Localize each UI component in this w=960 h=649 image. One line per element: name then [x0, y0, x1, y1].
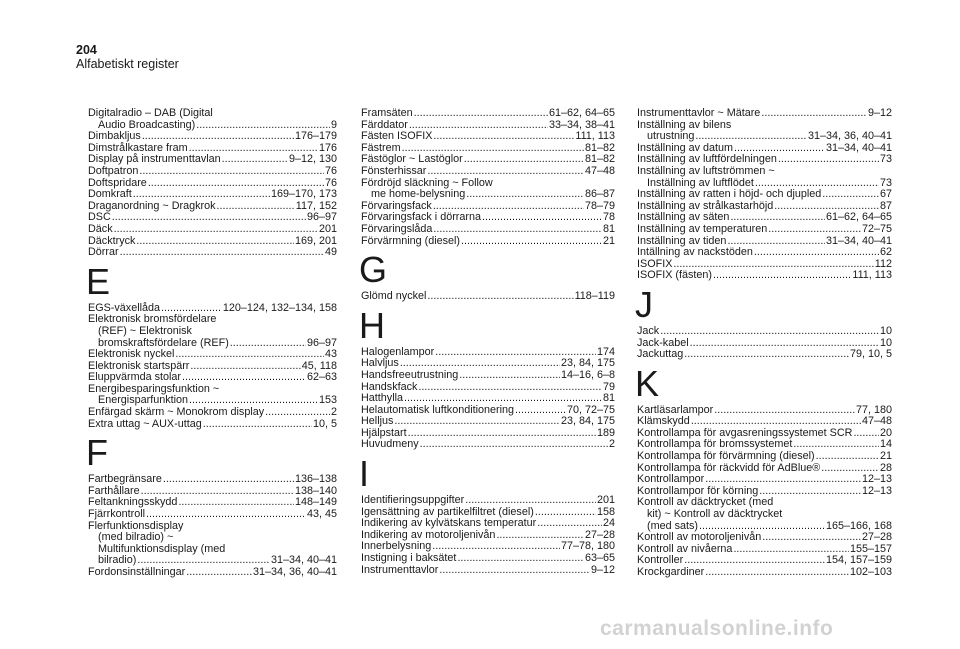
dot-leader	[133, 189, 270, 201]
dot-leader	[404, 393, 602, 405]
page-reference: 28	[879, 461, 892, 474]
entry-term: Domkraft	[88, 188, 132, 201]
page-reference: 76	[324, 164, 337, 177]
entry-term: Display på instrumenttavlan	[88, 153, 221, 166]
dot-leader	[439, 565, 590, 577]
page-reference: 62	[879, 246, 892, 259]
dot-leader	[175, 349, 324, 361]
dot-leader	[705, 567, 849, 579]
page-reference: 87	[879, 199, 892, 212]
dot-leader	[414, 108, 548, 120]
dot-leader	[515, 405, 566, 417]
dot-leader	[139, 166, 324, 178]
entry-term: EGS-växellåda	[88, 301, 161, 314]
page-reference: 14–16, 6–8	[560, 368, 615, 381]
page-reference: 136–138	[294, 473, 337, 486]
index-entry	[637, 497, 892, 532]
entry-term: Halvljus	[361, 357, 399, 370]
page-reference: 21	[879, 450, 892, 463]
entry-term: Kontrollampa för avgasreningssystemet SCR	[637, 426, 853, 439]
index-entry	[88, 314, 337, 349]
entry-term: Förvaringsfack	[361, 199, 432, 212]
entry-term: Dimstrålkastare fram	[88, 141, 188, 154]
page-reference: 23, 84, 175	[560, 357, 615, 370]
index-entry	[637, 247, 892, 259]
entry-term-line: (med bilradio) ~	[98, 531, 174, 544]
dot-leader	[217, 201, 295, 213]
entry-term-line: Flerfunktionsdisplay	[88, 519, 184, 532]
dot-leader	[684, 349, 849, 361]
page-reference: 10, 5	[312, 417, 337, 430]
page-reference: 24	[602, 517, 615, 530]
page-reference: 2	[608, 438, 615, 451]
page-reference: 154, 157–159	[825, 554, 892, 567]
dot-leader	[427, 291, 573, 303]
page-reference: 20	[879, 426, 892, 439]
dot-leader	[822, 189, 879, 201]
entry-term-line: kit) ~ Kontroll av däcktrycket	[647, 508, 783, 521]
entry-term: Krockgardiner	[637, 566, 705, 578]
entry-term: Inställning av tiden	[637, 234, 727, 247]
entry-term: Klämskydd	[637, 415, 690, 428]
index-entry	[361, 495, 615, 507]
entry-term: Identifieringsuppgifter	[361, 494, 465, 507]
page-reference: 120–124, 132–134, 158	[222, 301, 337, 314]
entry-term-line: Multifunktionsdisplay (med	[98, 542, 226, 555]
index-entry	[361, 236, 615, 248]
index-entry	[637, 326, 892, 338]
entry-term: Fjärrkontroll	[88, 508, 145, 521]
entry-term: Instrumenttavlor ~ Mätare	[637, 107, 761, 119]
entry-term-line: Fördröjd släckning ~ Follow	[361, 176, 493, 189]
entry-term: Enfärgad skärm ~ Monokrom display	[88, 406, 265, 419]
page-reference: 67	[879, 188, 892, 201]
page-reference: 43, 45	[306, 508, 337, 521]
entry-term: Halogenlampor	[361, 345, 435, 358]
page-reference: 27–28	[584, 528, 615, 541]
page-reference: 14	[879, 438, 892, 451]
section-letter: J	[635, 283, 653, 325]
index-entry	[361, 553, 615, 565]
index-entry	[637, 224, 892, 236]
page-reference: 86–87	[584, 188, 615, 201]
entry-term: ISOFIX	[637, 257, 673, 270]
page-reference: 77, 180	[855, 403, 892, 416]
page-reference: 81	[602, 392, 615, 405]
page-reference: 111, 113	[575, 130, 615, 143]
page-reference: 78–79	[584, 199, 615, 212]
index-entry	[88, 201, 337, 213]
index-entry	[88, 189, 337, 201]
dot-leader	[759, 486, 861, 498]
dot-leader	[459, 370, 560, 382]
page-reference: 102–103	[849, 566, 892, 578]
page-reference: 78	[602, 211, 615, 224]
entry-term: Handsfreeutrustning	[361, 368, 459, 381]
page-reference: 176–179	[294, 130, 337, 143]
dot-leader	[768, 224, 861, 236]
entry-term-line: Inställning av bilens	[637, 118, 732, 131]
dot-leader	[114, 224, 318, 236]
dot-leader	[457, 553, 584, 565]
page-reference: 31–34, 36, 40–41	[807, 130, 892, 143]
entry-term: bromskraftsfördelare (REF)	[98, 336, 229, 349]
entry-term-line: Elektronisk bromsfördelare	[88, 313, 217, 326]
page-reference: 31–34, 40–41	[825, 234, 892, 247]
entry-term: Hatthylla	[361, 392, 404, 405]
dot-leader	[482, 212, 602, 224]
entry-term: Indikering av kylvätskans temperatur	[361, 517, 537, 530]
page-reference: 2	[330, 406, 337, 419]
page-reference: 31–34, 36, 40–41	[252, 566, 337, 578]
entry-term: Inställning av säten	[637, 211, 730, 224]
index-column-1	[88, 108, 337, 579]
index-entry	[88, 419, 337, 431]
dot-leader	[265, 407, 330, 419]
entry-term: Inställning av strålkastarhöjd	[637, 199, 774, 212]
page-reference: 174	[596, 345, 615, 358]
dot-leader	[464, 154, 584, 166]
entry-term-line: Digitalradio – DAB (Digital	[88, 107, 213, 119]
index-entry	[88, 509, 337, 521]
entry-term: Helautomatisk luftkonditionering	[361, 403, 515, 416]
entry-term: Hjälpstart	[361, 426, 407, 439]
page-reference: 118–119	[574, 290, 615, 303]
page-reference: 47–48	[861, 415, 892, 428]
entry-term: Däcktryck	[88, 234, 136, 247]
page-reference: 138–140	[294, 484, 337, 497]
page-number: 204	[76, 43, 97, 57]
index-entry	[361, 370, 615, 382]
page-reference: 62–63	[306, 371, 337, 384]
entry-term: Intällning av nackstöden	[637, 246, 753, 259]
index-entry	[361, 565, 615, 577]
page-reference: 31–34, 40–41	[270, 554, 337, 567]
dot-leader	[186, 567, 252, 579]
page-reference: 12–13	[861, 473, 892, 486]
page-reference: 33–34, 38–41	[548, 118, 615, 131]
page-reference: 77–78, 180	[560, 540, 615, 553]
page-reference: 73	[879, 176, 892, 189]
dot-leader	[230, 338, 306, 350]
page-reference: 148–149	[294, 496, 337, 509]
index-entry	[88, 384, 337, 407]
section-letter: K	[635, 362, 660, 404]
entry-term: Framsäten	[361, 107, 413, 119]
page-reference: 9	[330, 118, 337, 131]
page-reference: 169, 201	[294, 234, 337, 247]
entry-term: Kontrollampor	[637, 473, 705, 486]
entry-term: Draganordning ~ Dragkrok	[88, 199, 216, 212]
index-column-3	[637, 108, 892, 579]
page-reference: 176	[318, 141, 337, 154]
page-reference: 63–65	[584, 552, 615, 565]
page-reference: 73	[879, 153, 892, 166]
page-header	[76, 43, 179, 71]
entry-term: Jack-kabel	[637, 336, 689, 349]
entry-term: Extra uttag ~ AUX-uttag	[88, 417, 202, 430]
index-entry	[361, 166, 615, 178]
entry-term: Kontrollampa för förvärmning (diesel)	[637, 450, 815, 463]
dot-leader	[761, 108, 867, 120]
entry-term: Fartbegränsare	[88, 473, 162, 486]
dot-leader	[762, 532, 861, 544]
page-reference: 117, 152	[295, 199, 337, 212]
entry-term: Energisparfunktion	[98, 394, 189, 407]
index-entry	[361, 178, 615, 201]
entry-term: Doftpatron	[88, 164, 139, 177]
index-entry	[361, 108, 615, 120]
page-reference: 70, 72–75	[566, 403, 615, 416]
dot-leader	[420, 439, 608, 451]
dot-leader	[466, 189, 584, 201]
dot-leader	[418, 382, 602, 394]
entry-term: Innerbelysning	[361, 540, 432, 553]
page-reference: 81–82	[584, 141, 615, 154]
section-letter: H	[359, 304, 385, 346]
dot-leader	[816, 451, 879, 463]
dot-leader	[660, 326, 879, 338]
page-reference: 49	[324, 246, 337, 259]
entry-term: Glömd nyckel	[361, 290, 427, 303]
page-reference: 27–28	[861, 531, 892, 544]
dot-leader	[178, 497, 294, 509]
entry-term: me home-belysning	[371, 188, 466, 201]
entry-term-line: Energibesparingsfunktion ~	[88, 382, 220, 395]
dot-leader	[394, 416, 560, 428]
section-letter: F	[86, 432, 108, 474]
entry-term-line: Inställning av luftströmmen ~	[637, 164, 775, 177]
page-reference: 201	[318, 222, 337, 235]
page-reference: 81–82	[584, 153, 615, 166]
dot-leader	[433, 224, 602, 236]
watermark-text: carmanualsonline.info	[600, 617, 834, 640]
page-reference: 61–62, 64–65	[548, 107, 615, 119]
dot-leader	[778, 154, 879, 166]
entry-term: Eluppvärmda stolar	[88, 371, 182, 384]
entry-term: Förvärmning (diesel)	[361, 234, 461, 247]
entry-term: bilradio)	[98, 554, 137, 567]
page-reference: 23, 84, 175	[560, 415, 615, 428]
index-entry	[88, 224, 337, 236]
entry-term: Färddator	[361, 118, 408, 131]
index-entry	[88, 407, 337, 419]
entry-term: Indikering av motoroljenivån	[361, 528, 496, 541]
page-reference: 10	[879, 324, 892, 337]
entry-term: ISOFIX (fästen)	[637, 269, 712, 282]
index-entry	[361, 393, 615, 405]
index-entry	[637, 166, 892, 189]
page-reference: 21	[602, 234, 615, 247]
dot-leader	[203, 419, 312, 431]
dot-leader	[535, 507, 596, 519]
entry-term: Handskfack	[361, 380, 418, 393]
index-entry	[637, 349, 892, 361]
page-reference: 43	[324, 348, 337, 361]
page-reference: 81	[602, 222, 615, 235]
section-letter: E	[86, 260, 111, 302]
entry-term: Helljus	[361, 415, 394, 428]
entry-term: Doftspridare	[88, 176, 147, 189]
dot-leader	[222, 154, 288, 166]
index-entry	[637, 451, 892, 463]
page-reference: 31–34, 40–41	[825, 141, 892, 154]
dot-leader	[112, 212, 306, 224]
index-entry	[637, 270, 892, 282]
entry-term: Jackuttag	[637, 348, 684, 361]
index-entry	[637, 567, 892, 579]
dot-leader	[408, 428, 596, 440]
index-entry	[88, 108, 337, 131]
entry-term-line: Kontroll av däcktrycket (med	[637, 496, 774, 509]
page-reference: 153	[318, 394, 337, 407]
entry-term: Elektronisk nyckel	[88, 348, 175, 361]
entry-term: Inställning av luftfördelningen	[637, 153, 777, 166]
index-entry	[88, 521, 337, 567]
entry-term: Instrumenttavlor	[361, 563, 439, 576]
entry-term: Kontrollampa för bromssystemet	[637, 438, 793, 451]
entry-term: Audio Broadcasting)	[98, 118, 196, 131]
dot-leader	[120, 247, 324, 259]
index-column-2	[361, 108, 615, 576]
entry-term: Fästrem	[361, 141, 401, 154]
index-entry	[361, 291, 615, 303]
index-entry	[88, 247, 337, 259]
dot-leader	[684, 555, 825, 567]
entry-term: Feltankningsskydd	[88, 496, 178, 509]
dot-leader	[714, 405, 855, 417]
entry-term: (med sats)	[647, 519, 698, 532]
entry-term: Fästen ISOFIX	[361, 130, 433, 143]
page-reference: 112	[874, 257, 892, 270]
index-entry	[361, 439, 615, 451]
section-letter: I	[359, 453, 370, 495]
page-reference: 165–166, 168	[825, 519, 892, 532]
entry-term: Kontrollampor för körning	[637, 484, 759, 497]
entry-term: Farthållare	[88, 484, 140, 497]
dot-leader	[713, 270, 851, 282]
index-entry	[88, 212, 337, 224]
page-reference: 201	[596, 494, 615, 507]
page-reference: 12–13	[861, 484, 892, 497]
index-entry	[361, 224, 615, 236]
dot-leader	[146, 509, 306, 521]
entry-term: Dörrar	[88, 246, 119, 259]
page-reference: 79, 10, 5	[849, 348, 892, 361]
entry-term: Förvaringsfack i dörrarna	[361, 211, 482, 224]
index-entry	[88, 567, 337, 579]
page-reference: 72–75	[861, 222, 892, 235]
entry-term: Inställning av luftflödet	[647, 176, 754, 189]
dot-leader	[163, 474, 294, 486]
dot-leader	[433, 131, 574, 143]
entry-term: Kontroll av nivåerna	[637, 542, 733, 555]
entry-term: Kontrollampa för räckvidd för AdBlue®	[637, 461, 821, 474]
page-reference: 96–97	[306, 211, 337, 224]
dot-leader	[465, 495, 596, 507]
page-reference: 79	[602, 380, 615, 393]
entry-term-line: (REF) ~ Elektronisk	[98, 324, 192, 337]
page-title: Alfabetiskt register	[76, 57, 179, 71]
page-reference: 9–12	[867, 107, 892, 119]
page-reference: 158	[596, 505, 615, 518]
index-entry	[88, 349, 337, 361]
entry-term: utrustning	[647, 130, 695, 143]
page-reference: 9–12	[590, 563, 615, 576]
index-entry	[637, 108, 892, 120]
index-entry	[637, 189, 892, 201]
page-reference: 45, 118	[301, 359, 337, 372]
dot-leader	[427, 166, 584, 178]
entry-term: Igensättning av partikelfiltret (diesel)	[361, 505, 534, 518]
page-reference: 76	[324, 176, 337, 189]
entry-term: DSC	[88, 211, 111, 224]
dot-leader	[136, 236, 294, 248]
page-reference: 9–12, 130	[288, 153, 337, 166]
entry-term: Huvudmeny	[361, 438, 419, 451]
entry-term: Instigning i baksätet	[361, 552, 457, 565]
entry-term: Inställning av temperaturen	[637, 222, 768, 235]
entry-term: Dimbakljus	[88, 130, 141, 143]
page-reference: 61–62, 64–65	[825, 211, 892, 224]
dot-leader	[190, 361, 300, 373]
entry-term: Fordonsinställningar	[88, 566, 186, 578]
index-entry	[88, 166, 337, 178]
dot-leader	[853, 428, 879, 440]
index-entry	[88, 236, 337, 248]
entry-term: Förvaringslåda	[361, 222, 433, 235]
page-reference: 169–170, 173	[270, 188, 337, 201]
entry-term: Elektronisk startspärr	[88, 359, 190, 372]
page-reference: 111, 113	[852, 269, 892, 282]
entry-term: Jack	[637, 324, 660, 337]
entry-term: Kontroller	[637, 554, 684, 567]
entry-term: Inställning av ratten i höjd- och djupled	[637, 188, 822, 201]
entry-term: Inställning av datum	[637, 141, 734, 154]
page-reference: 47–48	[584, 164, 615, 177]
dot-leader	[461, 236, 602, 248]
page-reference: 155–157	[849, 542, 892, 555]
entry-term: Kartläsarlampor	[637, 403, 714, 416]
index-entry	[637, 120, 892, 143]
page-reference: 189	[596, 426, 615, 439]
page-reference: 10	[879, 336, 892, 349]
entry-term: Kontroll av motoroljenivån	[637, 531, 762, 544]
section-letter: G	[359, 249, 388, 291]
entry-term: Däck	[88, 222, 113, 235]
entry-term: Fästöglor ~ Lastöglor	[361, 153, 463, 166]
dot-leader	[754, 247, 879, 259]
entry-term: Fönsterhissar	[361, 164, 427, 177]
page-reference: 96–97	[306, 336, 337, 349]
